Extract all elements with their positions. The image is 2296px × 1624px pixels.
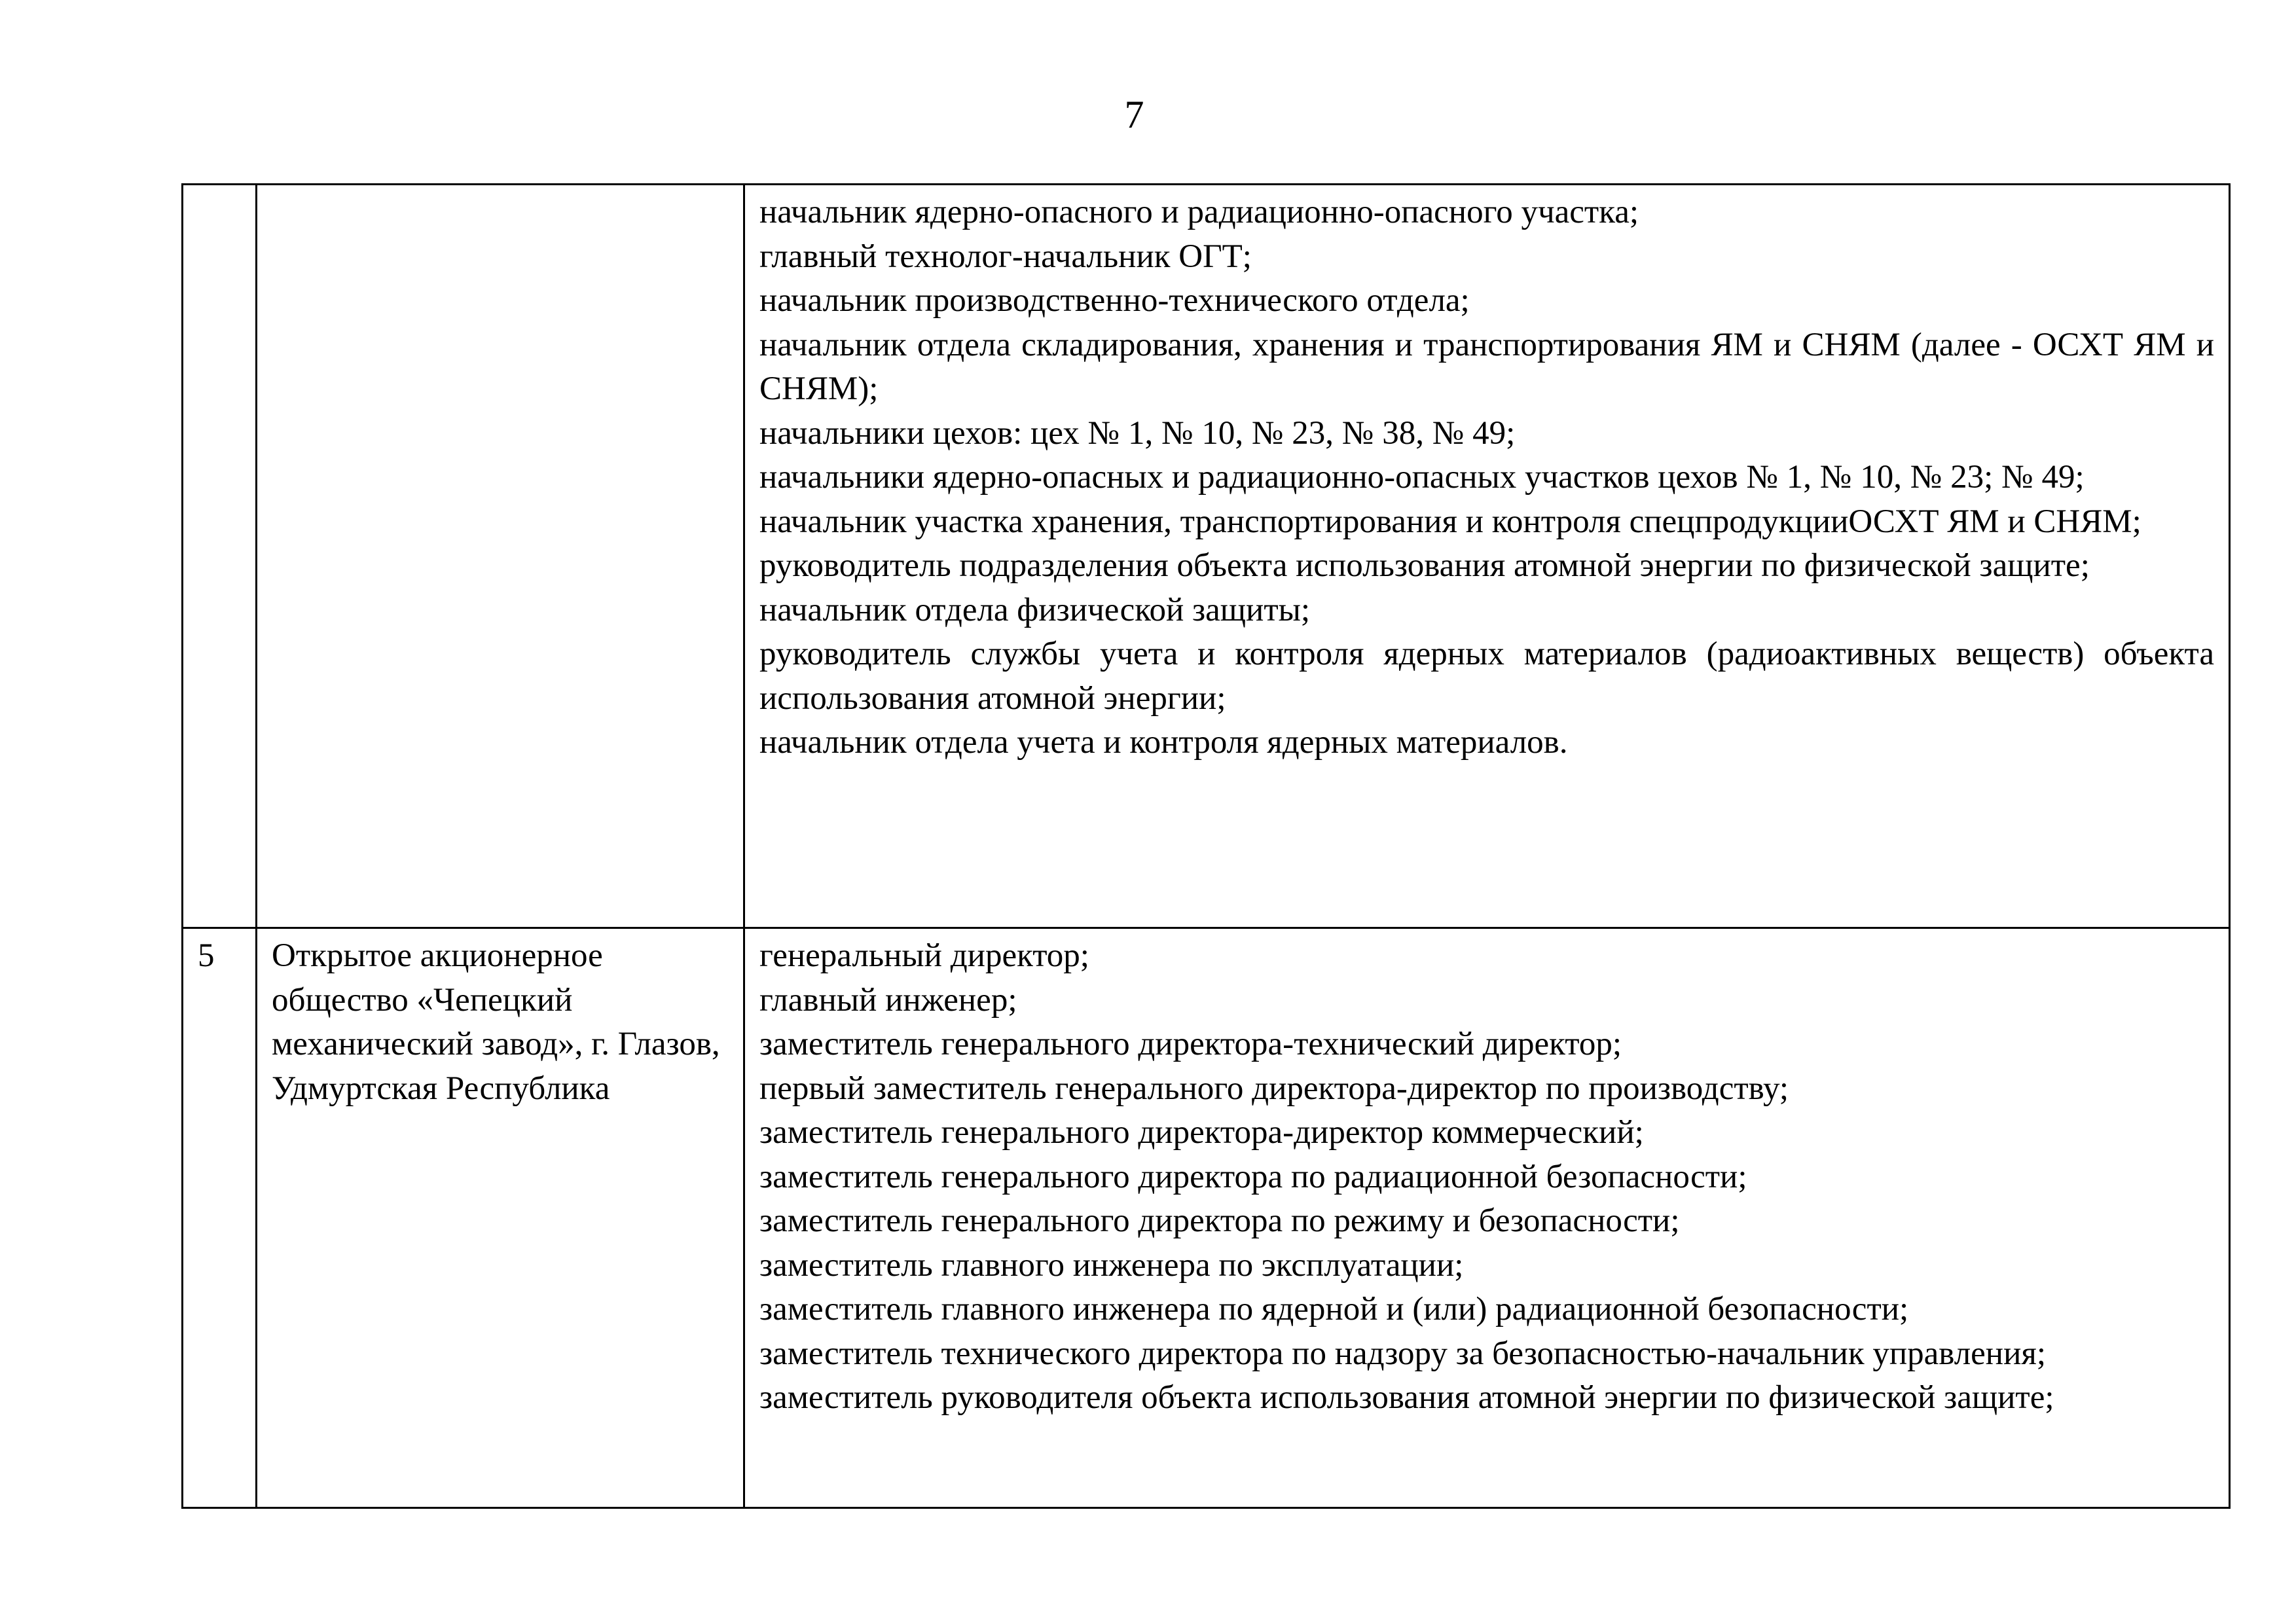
list-item: руководитель службы учета и контроля ядерных материалов (радиоактивных веществ) объекта использования атомной энергии; [759,636,2214,717]
list-item: начальники ядерно-опасных и радиационно-опасных участков цехов № 1, № 10, № 23; № 49; [759,459,2085,496]
positions-cell [744,928,2230,1508]
list-item: начальник ядерно-опасного и радиационно-опасного участка; [759,194,1639,230]
table-row [183,185,2230,928]
list-item: заместитель генерального директора-директор коммерческий; [759,1114,1644,1151]
row-number-cell: 5 [183,928,257,1508]
list-item: начальники цехов: цех № 1, № 10, № 23, № 38, № 49; [759,414,1516,452]
list-item: начальник отдела складирования, хранения и транспортирования ЯМ и СНЯМ (далее - ОСХТ ЯМ и СНЯМ); [759,326,2214,407]
list-item: заместитель руководителя объекта использования атомной энергии по физической защите; [759,1379,2054,1416]
organization-cell [257,928,744,1508]
row-number-cell [183,185,257,928]
list-item: начальник отдела учета и контроля ядерных материалов. [759,724,1568,761]
list-item: первый заместитель генерального директора-директор по производству; [759,1070,1789,1107]
list-item: заместитель генерального директора-технический директор; [759,1026,1622,1062]
list-item: генеральный директор; [759,937,1089,974]
positions-cell [744,185,2230,928]
list-item: начальник отдела физической защиты; [759,591,1311,628]
list-item: главный технолог-начальник ОГТ; [759,238,1252,275]
list-item: заместитель главного инженера по эксплуатации; [759,1246,1464,1284]
positions-table [181,183,2231,1509]
positions-list [759,190,2214,765]
list-item: заместитель технического директора по надзору за безопасностью-начальник управления; [759,1335,2047,1372]
list-item: руководитель подразделения объекта использования атомной энергии по физической защите; [759,547,2090,584]
list-item: заместитель генерального директора по радиационной безопасности; [759,1158,1747,1195]
list-item: заместитель главного инженера по ядерной и (или) радиационной безопасности; [759,1291,1909,1327]
table-row [183,928,2230,1508]
list-item: начальник участка хранения, транспортирования и контроля спецпродукцииОСХТ ЯМ и СНЯМ; [759,503,2141,540]
organization-name: Открытое акционерное общество «Чепецкий механический завод», г. Глазов, Удмуртская Республика [272,937,720,1107]
list-item: главный инженер; [759,981,1017,1019]
positions-list [759,934,2214,1420]
page-number: 7 [1124,93,1144,136]
organization-cell [257,185,744,928]
list-item: начальник производственно-технического отдела; [759,282,1470,319]
list-item: заместитель генерального директора по режиму и безопасности; [759,1202,1680,1239]
